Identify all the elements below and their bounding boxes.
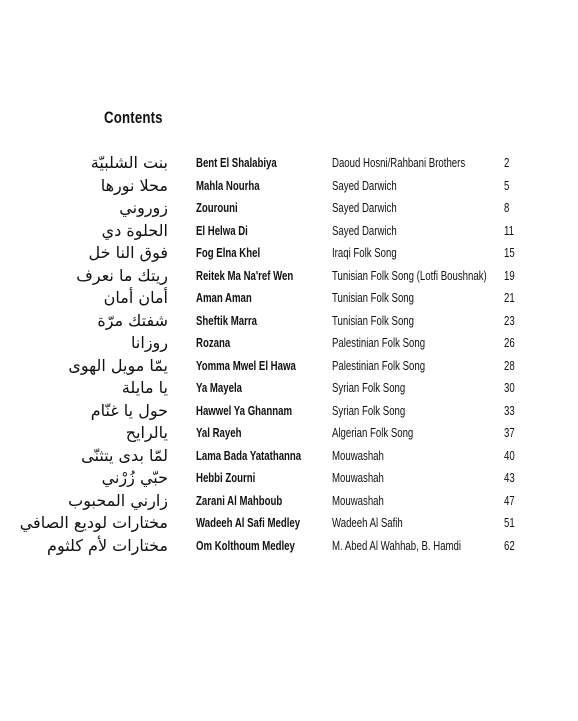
- page-number: 26: [504, 335, 515, 350]
- song-title: Zarani Al Mahboub: [196, 492, 283, 508]
- song-title: Mahla Nourha: [196, 177, 260, 193]
- contents-entry: [0, 535, 578, 558]
- composer-name: Tunisian Folk Song (Lotfi Boushnak): [332, 267, 487, 283]
- song-title: Aman Aman: [196, 290, 252, 305]
- song-title: Yal Rayeh: [196, 425, 242, 440]
- page-number: 11: [504, 222, 514, 238]
- song-title: Ya Mayela: [196, 380, 242, 395]
- page-number: 30: [504, 380, 515, 395]
- composer-name: Palestinian Folk Song: [332, 335, 426, 350]
- composer-name: Mouwashah: [332, 447, 384, 463]
- page-number: 51: [504, 515, 515, 530]
- song-title: Hawwel Ya Ghannam: [196, 402, 293, 418]
- contents-entry: [0, 355, 578, 378]
- arabic-title: محلا نورها: [100, 175, 168, 195]
- arabic-title: شفتك مرّة: [97, 310, 168, 330]
- contents-entry: [0, 422, 578, 445]
- composer-name: Sayed Darwich: [332, 222, 397, 238]
- contents-entry: [0, 152, 578, 175]
- arabic-title: ريتك ما نعرف: [76, 265, 168, 285]
- arabic-title: مختارات لوديع الصافي: [19, 513, 168, 532]
- arabic-title: الحلوة دي: [101, 220, 168, 240]
- composer-name: Syrian Folk Song: [332, 380, 406, 395]
- page-number: 15: [504, 245, 515, 260]
- contents-entry: [0, 197, 578, 220]
- arabic-title: زوروني: [119, 198, 168, 217]
- contents-entry: [0, 400, 578, 423]
- page-number: 28: [504, 357, 515, 373]
- page-number: 33: [504, 402, 515, 418]
- contents-entry: [0, 265, 578, 288]
- arabic-title: زارني المحبوب: [68, 490, 168, 510]
- contents-entry: [0, 287, 578, 310]
- composer-name: Algerian Folk Song: [332, 425, 414, 440]
- composer-name: Syrian Folk Song: [332, 402, 406, 418]
- page-number: 8: [504, 200, 510, 215]
- contents-entry: [0, 377, 578, 400]
- composer-name: M. Abed Al Wahhab, B. Hamdi: [332, 537, 462, 553]
- arabic-title: يا مايلة: [121, 378, 168, 397]
- arabic-title: حبّي زُرْني: [101, 468, 168, 487]
- page-number: 37: [504, 425, 515, 440]
- composer-name: Tunisian Folk Song: [332, 312, 415, 328]
- page-number: 62: [504, 537, 515, 553]
- page-number: 47: [504, 492, 515, 508]
- contents-entry: [0, 175, 578, 198]
- composer-name: Mouwashah: [332, 492, 384, 508]
- arabic-title: أمان أمان: [103, 288, 168, 307]
- page-title: Contents: [104, 108, 163, 127]
- contents-entry: [0, 220, 578, 243]
- arabic-title: فوق النا خل: [88, 243, 168, 262]
- page-number: 40: [504, 447, 515, 463]
- composer-name: Wadeeh Al Safih: [332, 515, 403, 530]
- composer-name: Tunisian Folk Song: [332, 290, 415, 305]
- composer-name: Sayed Darwich: [332, 200, 397, 215]
- song-title: Yomma Mwel El Hawa: [196, 357, 296, 373]
- composer-name: Sayed Darwich: [332, 177, 397, 193]
- arabic-title: يمّا مويل الهوى: [68, 355, 168, 375]
- arabic-title: مختارات لأم كلثوم: [47, 535, 168, 555]
- song-title: El Helwa Di: [196, 222, 248, 238]
- contents-entry: [0, 332, 578, 355]
- song-title: Rozana: [196, 335, 231, 350]
- page-number: 23: [504, 312, 515, 328]
- page-number: 5: [504, 177, 510, 193]
- contents-entry: [0, 490, 578, 513]
- page-number: 2: [504, 155, 510, 170]
- composer-name: Iraqi Folk Song: [332, 245, 397, 260]
- composer-name: Mouwashah: [332, 470, 384, 485]
- composer-name: Palestinian Folk Song: [332, 357, 426, 373]
- composer-name: Daoud Hosni/Rahbani Brothers: [332, 155, 466, 170]
- contents-list: [0, 152, 578, 557]
- page-number: 21: [504, 290, 515, 305]
- arabic-title: يالرايح: [125, 423, 168, 442]
- contents-entry: [0, 467, 578, 490]
- arabic-title: بنت الشلبيّة: [90, 153, 168, 172]
- contents-entry: [0, 512, 578, 535]
- arabic-title: روزانا: [131, 333, 168, 352]
- song-title: Bent El Shalabiya: [196, 155, 277, 170]
- song-title: Lama Bada Yatathanna: [196, 447, 302, 463]
- contents-entry: [0, 242, 578, 265]
- song-title: Zourouni: [196, 200, 238, 215]
- arabic-title: حول يا غنّام: [90, 400, 168, 420]
- song-title: Om Kolthoum Medley: [196, 537, 295, 553]
- contents-entry: [0, 445, 578, 468]
- song-title: Hebbi Zourni: [196, 470, 256, 485]
- arabic-title: لمّا بدى يتثنّى: [81, 445, 168, 465]
- page-number: 43: [504, 470, 515, 485]
- contents-entry: [0, 310, 578, 333]
- song-title: Sheftik Marra: [196, 312, 257, 328]
- page-number: 19: [504, 267, 515, 283]
- song-title: Fog Elna Khel: [196, 245, 261, 260]
- song-title: Reitek Ma Na'ref Wen: [196, 267, 294, 283]
- song-title: Wadeeh Al Safi Medley: [196, 515, 301, 530]
